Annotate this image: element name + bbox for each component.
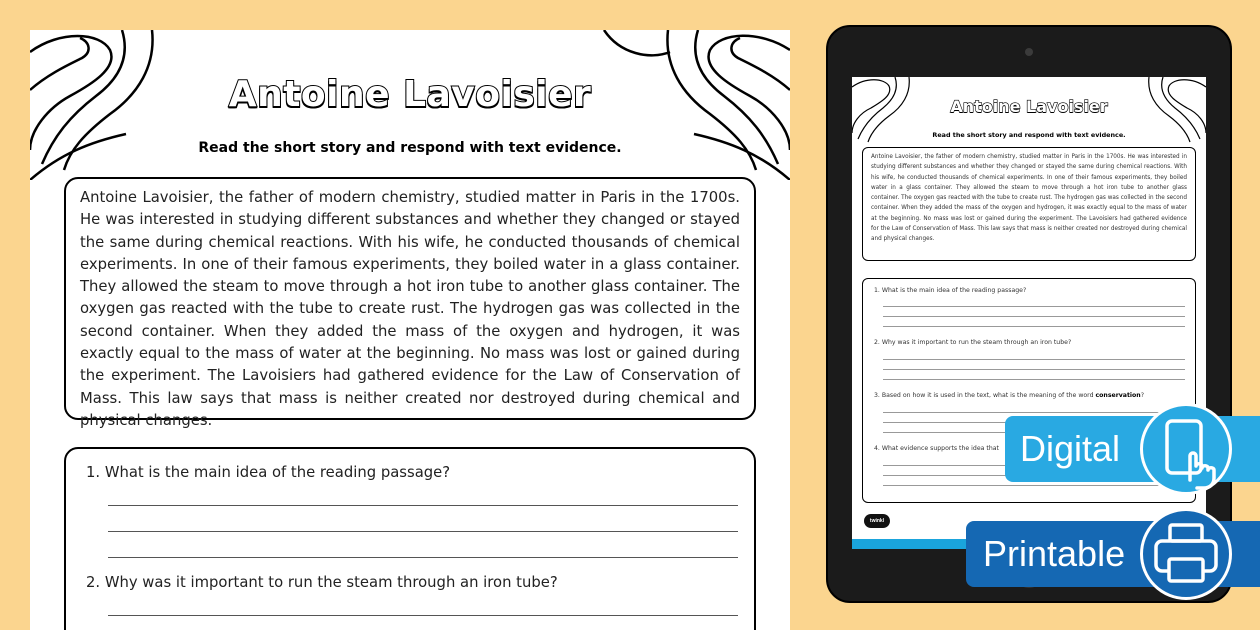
- twinkl-logo: twinkl: [864, 514, 890, 528]
- answer-line[interactable]: [883, 359, 1185, 360]
- answer-line[interactable]: [108, 615, 738, 616]
- story-text-box: Antoine Lavoisier, the father of modern chemistry, studied matter in Paris in the 1700s. He was interested in studying different substances and whether they changed or stayed the same during chemical reactions. With his wife, he conducted thousands of chemical experiments. In one of their famous experiments, they boiled water in a glass container. They allowed the steam to move through a hot iron tube to another glass container. The oxygen gas reacted with the tube to create rust. The hydrogen gas was collected in the second container. When they added the mass of the oxygen and hydrogen, it was exactly equal to the mass of water at the beginning. No mass was lost or gained during the experiment. The Lavoisiers had gathered evidence for the Law of Conservation of Mass. This law says that mass is neither created nor destroyed during chemical and physical changes.: [64, 177, 756, 420]
- digital-badge-label: Digital: [1020, 428, 1121, 469]
- answer-line[interactable]: [108, 531, 738, 532]
- mini-question-3-end: ?: [1140, 392, 1144, 399]
- question-2: 2. Why was it important to run the steam through an iron tube?: [86, 574, 558, 591]
- printable-badge-label: Printable: [983, 533, 1126, 574]
- worksheet-instruction: Read the short story and respond with text evidence.: [198, 140, 622, 156]
- answer-line[interactable]: [883, 485, 1185, 486]
- digital-icon-circle: [1140, 403, 1232, 495]
- mini-worksheet-instruction: Read the short story and respond with text evidence.: [932, 131, 1126, 139]
- mini-question-3-text: 3. Based on how it is used in the text, what is the meaning of the word: [874, 392, 1094, 399]
- camera-icon: [1025, 48, 1033, 56]
- worksheet-title: Antoine Lavoisier: [228, 74, 592, 115]
- questions-box: [64, 447, 756, 630]
- answer-line[interactable]: [883, 326, 1185, 327]
- mini-question-3: [874, 392, 1144, 399]
- mini-question-2: 2. Why was it important to run the steam through an iron tube?: [874, 339, 1072, 346]
- mini-story-text-box: Antoine Lavoisier, the father of modern chemistry, studied matter in Paris in the 1700s. He was interested in studying different substances and whether they changed or stayed the same during chemical reactions. With his wife, he conducted thousands of chemical experiments. In one of their famous experiments, they boiled water in a glass container. They allowed the steam to move through a hot iron tube to another glass container. The oxygen gas reacted with the tube to create rust. The hydrogen gas was collected in the second container. When they added the mass of the oxygen and hydrogen, it was exactly equal to the mass of water at the beginning. No mass was lost or gained during the experiment. The Lavoisiers had gathered evidence for the Law of Conservation of Mass. This law says that mass is neither created nor destroyed during chemical and physical changes.: [862, 147, 1196, 261]
- answer-line[interactable]: [883, 412, 1185, 413]
- tablet-touch-icon: [1143, 406, 1229, 492]
- answer-line[interactable]: [108, 557, 738, 558]
- mini-question-1: 1. What is the main idea of the reading passage?: [874, 287, 1027, 294]
- answer-line[interactable]: [883, 316, 1185, 317]
- answer-line[interactable]: [883, 379, 1185, 380]
- worksheet-page: [30, 30, 790, 630]
- mini-question-3-keyword: conservation: [1095, 392, 1141, 399]
- printer-icon: [1143, 511, 1229, 597]
- question-1: 1. What is the main idea of the reading passage?: [86, 464, 451, 481]
- answer-line[interactable]: [883, 306, 1185, 307]
- mini-worksheet-title: Antoine Lavoisier: [950, 97, 1108, 116]
- answer-line[interactable]: [108, 505, 738, 506]
- printable-icon-circle: [1140, 508, 1232, 600]
- mini-question-4: 4. What evidence supports the idea that: [874, 445, 999, 452]
- answer-line[interactable]: [883, 369, 1185, 370]
